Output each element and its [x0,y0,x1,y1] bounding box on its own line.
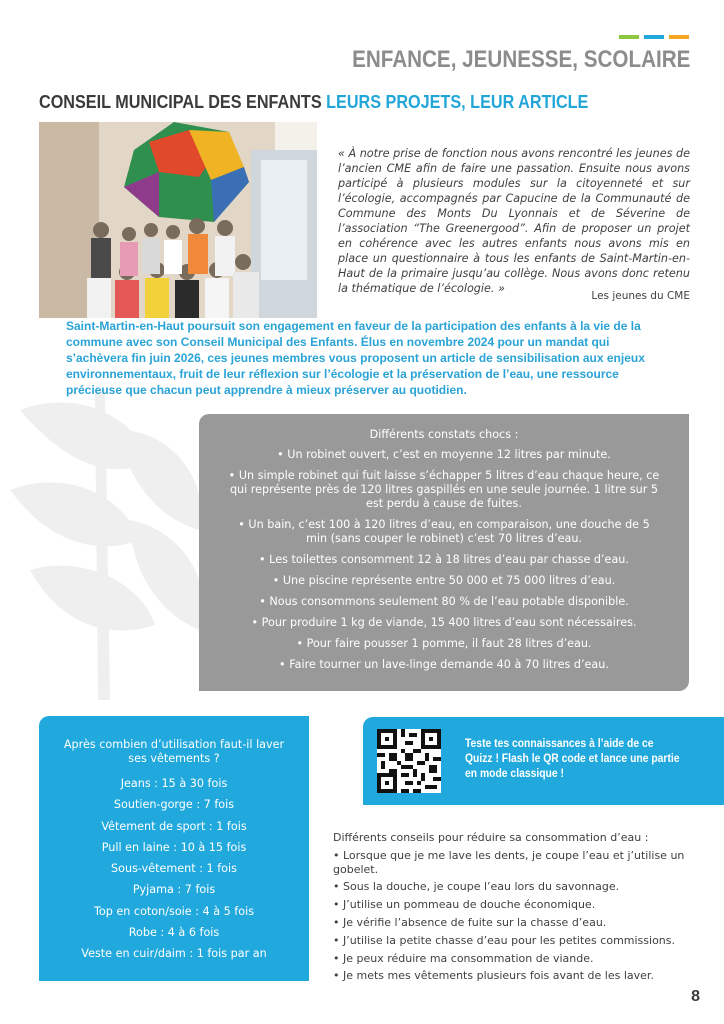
group-photo [39,122,317,318]
accent-dash-green [619,35,639,39]
tip-item: • Je peux réduire ma consommation de viande. [333,951,594,965]
heading-part-2: LEURS PROJETS, LEUR ARTICLE [321,92,589,112]
intro-paragraph: Saint-Martin-en-Haut poursuit son engagement en faveur de la participation des enfants à la vie de la commune avec son Conseil Municipal des Enfants. Élus en novembre 2024 pour un mandat qui s’achèvera fin juin 2026, ces jeunes membres vous proposent un article de sensibilisation aux enjeux environnementaux, fruit de leur réflexion sur l’écologie et la préservation de l’eau, une ressource précieuse que chacun peut apprendre à mieux préserver au quotidien. [66,319,645,397]
laundry-item: Pull en laine : 10 à 15 fois [101,840,247,854]
fact-item: • Une piscine représente entre 50 000 et 75 000 litres d’eau. [272,574,616,587]
fact-item: • Un bain, c’est 100 à 120 litres d’eau, en comparaison, une douche de 5 min (sans couper le robinet) c’est 70 litres d’eau. [238,518,650,545]
leaf-watermark-icon [0,370,230,700]
tips-list [333,849,693,983]
laundry-box [39,716,309,981]
quote-author: Les jeunes du CME [591,290,690,302]
page-heading [39,92,588,113]
facts-list [227,448,661,679]
laundry-item: Top en coton/soie : 4 à 5 fois [93,904,255,918]
facts-heading: Différents constats chocs : [369,428,519,441]
heading-part-1: CONSEIL MUNICIPAL DES ENFANTS [39,92,322,112]
tip-item: • Je mets mes vêtements plusieurs fois avant de les laver. [333,969,654,983]
fact-item: • Pour faire pousser 1 pomme, il faut 28 litres d’eau. [296,637,592,650]
tip-item: • Sous la douche, je coupe l’eau lors du savonnage. [333,880,620,894]
section-title: ENFANCE, JEUNESSE, SCOLAIRE [351,46,690,73]
page-number: 8 [691,988,700,1005]
fact-item: • Nous consommons seulement 80 % de l’eau potable disponible. [259,595,629,608]
cme-quote: « À notre prise de fonction nous avons rencontré les jeunes de l’ancien CME afin de faire une passation. Ensuite nous avons participé à plusieurs modules sur la citoyenneté et sur l’écologie, accompagnés par Capucine de la Communauté de Commune des Monts Du Lyonnais et de Séverine de l’association “The Greenergood”. Afin de proposer un projet en cohérence avec les autres enfants nous avons mis en place un questionnaire à tous les enfants de Saint-Martin-en-Haut de la primaire jusqu’au collège. Nous avons donc retenu la thématique de l’écologie. » [338,147,690,295]
laundry-list [39,773,309,965]
fact-item: • Un robinet ouvert, c’est en moyenne 12 litres par minute. [277,448,611,461]
laundry-item: Vêtement de sport : 1 fois [101,819,247,833]
laundry-item: Soutien-gorge : 7 fois [113,798,235,812]
fact-item: • Faire tourner un lave-linge demande 40 à 70 litres d’eau. [279,658,609,671]
tip-item: • Lorsque que je me lave les dents, je coupe l’eau et j’utilise un gobelet. [333,849,685,876]
fact-item: • Pour produire 1 kg de viande, 15 400 litres d’eau sont nécessaires. [251,616,637,629]
laundry-question: Après combien d’utilisation faut-il laver ses vêtements ? [63,738,285,765]
accent-dash-blue [644,35,664,39]
tip-item: • J’utilise un pommeau de douche économique. [333,898,596,912]
tips-section [333,830,693,987]
tip-item: • Je vérifie l’absence de fuite sur la chasse d’eau. [333,915,607,929]
quiz-box [363,717,724,805]
laundry-item: Pyjama : 7 fois [132,883,216,897]
accent-dash-orange [669,35,689,39]
laundry-item: Sous-vêtement : 1 fois [111,862,237,876]
fact-item: • Les toilettes consomment 12 à 18 litres d’eau par chasse d’eau. [259,553,629,566]
tip-item: • J’utilise la petite chasse d’eau pour les petites commissions. [333,933,675,947]
qr-code-icon[interactable] [377,729,441,793]
group-photo-image [39,122,317,318]
laundry-item: Veste en cuir/daim : 1 fois par an [81,947,267,961]
qr-code-graphic [377,729,441,793]
fact-item: • Un simple robinet qui fuit laisse s’échapper 5 litres d’eau chaque heure, ce qui représente près de 120 litres gaspillés en une seule journée. 1 litre sur 5 est perdu à cause de fuites. [228,469,660,510]
facts-box [199,414,689,691]
tips-heading: Différents conseils pour réduire sa consommation d’eau : [333,831,649,844]
laundry-item: Jeans : 15 à 30 fois [120,777,228,790]
quiz-text: Teste tes connaissances à l’aide de ce Quizz ! Flash le QR code et lance une partie en mode classique ! [465,738,680,780]
laundry-item: Robe : 4 à 6 fois [128,926,220,940]
